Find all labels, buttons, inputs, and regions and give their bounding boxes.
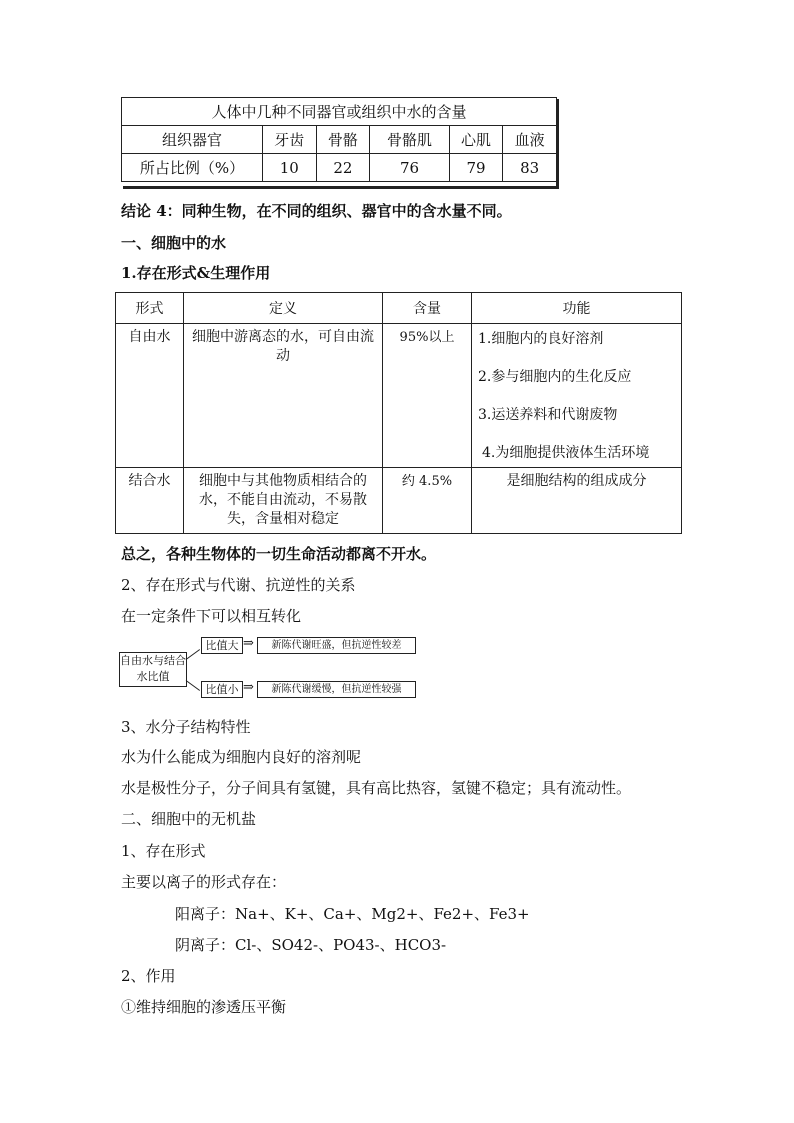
- table-row: [116, 324, 682, 468]
- s2-subsection-1-text: 主要以离子的形式存在：: [121, 873, 287, 891]
- table-row: [116, 468, 682, 534]
- summary: 总之，各种生物体的一切生命活动都离不开水。: [121, 545, 437, 563]
- low-ratio-result: 新陈代谢缓慢，但抗逆性较强: [257, 681, 416, 698]
- connector-line-up: [186, 649, 200, 660]
- row-label: 所占比例（%）: [122, 154, 263, 182]
- column-header: 血液: [503, 126, 557, 154]
- column-header: 心肌: [449, 126, 503, 154]
- subsection-2-title: 2、存在形式与代谢、抗逆性的关系: [121, 576, 356, 594]
- content-cell: 约 4.5%: [383, 468, 472, 534]
- column-header: 形式: [116, 293, 184, 324]
- column-header: 骨骼肌: [370, 126, 450, 154]
- function-1: ①维持细胞的渗透压平衡: [121, 998, 287, 1016]
- low-ratio-box: 比值小: [201, 681, 243, 698]
- connector-line-down: [186, 680, 200, 691]
- content-cell: 95%以上: [383, 324, 472, 468]
- header-label: 组织器官: [122, 126, 263, 154]
- anions-line: 阴离子：Cl-、SO42-、PO43-、HCO3-: [175, 936, 447, 954]
- definition-cell: 细胞中游离态的水，可自由流动: [184, 324, 383, 468]
- form-cell: 结合水: [116, 468, 184, 534]
- table-cell: 83: [503, 154, 557, 182]
- subsection-2-text: 在一定条件下可以相互转化: [121, 607, 302, 625]
- column-header: 牙齿: [263, 126, 317, 154]
- s2-subsection-1-title: 1、存在形式: [121, 842, 206, 860]
- table-cell: 10: [263, 154, 317, 182]
- table-caption: 人体中几种不同器官或组织中水的含量: [122, 98, 557, 126]
- water-content-table: [121, 97, 557, 182]
- table-shadow-bottom: [123, 186, 559, 189]
- table-shadow-right: [556, 99, 559, 188]
- form-cell: 自由水: [116, 324, 184, 468]
- arrow-icon: ⇒: [243, 680, 254, 695]
- water-forms-table: [115, 292, 682, 534]
- function-item: 4.为细胞提供液体生活环境: [482, 445, 650, 461]
- table-cell: 22: [316, 154, 370, 182]
- table-cell: 79: [449, 154, 503, 182]
- subsection-3-title: 3、水分子结构特性: [121, 718, 251, 736]
- column-header: 定义: [184, 293, 383, 324]
- s2-subsection-2-title: 2、作用: [121, 967, 176, 985]
- column-header: 功能: [472, 293, 682, 324]
- cations-line: 阳离子：Na+、K+、Ca+、Mg2+、Fe2+、Fe3+: [175, 905, 530, 923]
- function-item: 2.参与细胞内的生化反应: [478, 369, 632, 385]
- subsection-3-answer: 水是极性分子，分子间具有氢键，具有高比热容，氢键不稳定；具有流动性。: [121, 779, 632, 797]
- section-1-title: 一、细胞中的水: [121, 234, 227, 252]
- arrow-icon: ⇒: [243, 636, 254, 651]
- column-header: 骨骼: [316, 126, 370, 154]
- high-ratio-result: 新陈代谢旺盛，但抗逆性较差: [257, 637, 416, 654]
- definition-cell: 细胞中与其他物质相结合的水，不能自由流动，不易散失，含量相对稳定: [184, 468, 383, 534]
- table-cell: 76: [370, 154, 450, 182]
- subsection-1-title: 1.存在形式&生理作用: [121, 264, 271, 282]
- function-item: 3.运送养料和代谢废物: [478, 407, 618, 423]
- high-ratio-box: 比值大: [201, 637, 243, 654]
- conclusion-4: 结论 4：同种生物，在不同的组织、器官中的含水量不同。: [121, 202, 512, 220]
- section-2-title: 二、细胞中的无机盐: [121, 810, 257, 828]
- column-header: 含量: [383, 293, 472, 324]
- subsection-3-question: 水为什么能成为细胞内良好的溶剂呢: [121, 748, 362, 766]
- ratio-label-box: 自由水与结合水比值: [119, 652, 187, 687]
- function-item: 1.细胞内的良好溶剂: [478, 331, 604, 347]
- functions-cell: [472, 324, 682, 468]
- functions-cell: 是细胞结构的组成成分: [472, 468, 682, 534]
